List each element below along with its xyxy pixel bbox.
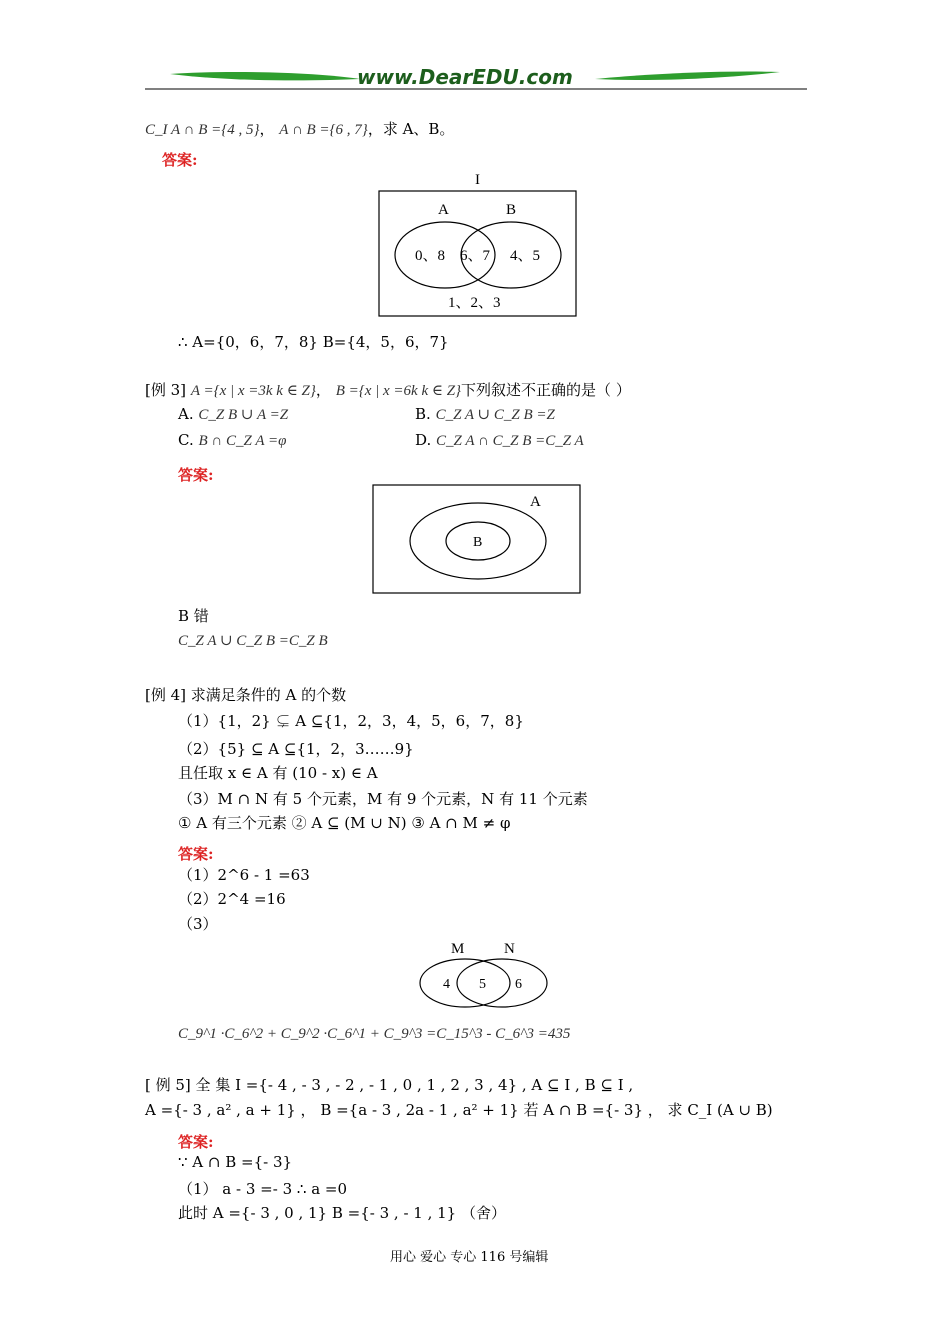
ex3-option-d: D. C_Z A ∩ C_Z B =C_Z A <box>415 431 584 449</box>
venn1-label-a: A <box>438 202 449 218</box>
venn-diagram-ab <box>378 168 578 318</box>
ex4-q3-conditions: ① A 有三个元素 ② A ⊆ (M ∪ N) ③ A ∩ M ≠ φ <box>178 814 511 832</box>
ex4-answer2: （2）2^4 =16 <box>178 890 286 908</box>
venn3-circle-n <box>457 959 547 1007</box>
ex5-step2: （1） a - 3 =- 3 ∴ a =0 <box>178 1180 348 1198</box>
ex3-result-line1: B 错 <box>178 607 209 625</box>
venn1-both: 6、7 <box>460 248 491 264</box>
venn1-outside: 1、2、3 <box>448 295 501 311</box>
venn3-circle-m <box>420 959 510 1007</box>
answer-label: 答案: <box>162 151 198 169</box>
answer-label-ex5: 答案: <box>178 1133 214 1151</box>
ex4-answer3: （3） <box>178 915 218 933</box>
ex5-step3: 此时 A ={- 3 , 0 , 1} B ={- 3 , - 1 , 1} （舍） <box>178 1204 506 1222</box>
result-ex2: ∴ A={0，6，7，8} B={4，5，6，7} <box>178 333 449 351</box>
answer-label-ex3: 答案: <box>178 466 214 484</box>
venn-diagram-mn <box>418 937 552 1011</box>
venn3-label-n: N <box>504 941 515 957</box>
venn3-both: 5 <box>479 977 486 992</box>
ex4-q1: （1）{1，2} ⊊ A ⊆{1，2，3，4，5，6，7，8} <box>178 712 524 730</box>
ex5-step1: ∵ A ∩ B ={- 3} <box>178 1153 293 1171</box>
ex4-title: [例 4] 求满足条件的 A 的个数 <box>145 686 347 704</box>
formula-intersection: A ∩ B ={6 , 7} <box>279 122 368 138</box>
header-banner <box>145 62 807 92</box>
ex5-line2: A ={- 3 , a² , a + 1} ， B ={a - 3 , 2a - 1 , a² + 1} 若 A ∩ B ={- 3} ， 求 C_I (A ∪ B) <box>145 1101 773 1119</box>
formula-complement-intersection: C_I A ∩ B ={4 , 5} <box>145 122 260 138</box>
answer-label-ex4: 答案: <box>178 845 214 863</box>
problem-statement-tail: C_I A ∩ B ={4 , 5}， A ∩ B ={6 , 7}，求 A、B。 <box>145 120 455 138</box>
ex3-option-b: B. C_Z A ∪ C_Z B =Z <box>415 405 555 423</box>
venn1-universe-label: I <box>475 172 480 188</box>
ex3-option-c: C. B ∩ C_Z A =φ <box>178 431 287 449</box>
venn2-label-b: B <box>473 535 483 550</box>
venn3-only-m: 4 <box>443 977 450 992</box>
venn3-label-m: M <box>451 941 465 957</box>
ex3-statement: [例 3] A ={x | x =3k k ∈ Z}， B ={x | x =6k k ∈ Z}下列叙述不正确的是（ ） <box>145 381 631 399</box>
ex4-q2-condition: 且任取 x ∈ A 有 (10 - x) ∈ A <box>178 764 378 782</box>
ex3-option-a: A. C_Z B ∪ A =Z <box>178 405 289 423</box>
ex4-result-combination: C_9^1 ·C_6^2 + C_9^2 ·C_6^1 + C_9^3 =C_15^3 - C_6^3 =435 <box>178 1026 571 1042</box>
page-footer: 用心 爱心 专心 116 号编辑 <box>390 1250 549 1265</box>
venn1-label-b: B <box>506 202 517 218</box>
ex4-answer1: （1）2^6 - 1 =63 <box>178 866 310 884</box>
venn3-only-n: 6 <box>515 977 522 992</box>
venn1-only-a: 0、8 <box>415 248 446 264</box>
ex3-result-line2: C_Z A ∪ C_Z B =C_Z B <box>178 633 328 649</box>
ex4-q2: （2）{5} ⊆ A ⊆{1，2，3……9} <box>178 740 414 758</box>
ex5-line1: [ 例 5] 全 集 I ={- 4 , - 3 , - 2 , - 1 , 0 , 1 , 2 , 3 , 4} , A ⊆ I , B ⊆ I , <box>145 1076 634 1094</box>
venn2-label-a: A <box>530 494 541 510</box>
venn-diagram-subset <box>372 484 582 596</box>
venn1-only-b: 4、5 <box>510 248 541 264</box>
site-logo-text: www.DearEDU.com <box>357 65 573 89</box>
ex4-q3: （3）M ∩ N 有 5 个元素，M 有 9 个元素，N 有 11 个元素 <box>178 790 588 808</box>
